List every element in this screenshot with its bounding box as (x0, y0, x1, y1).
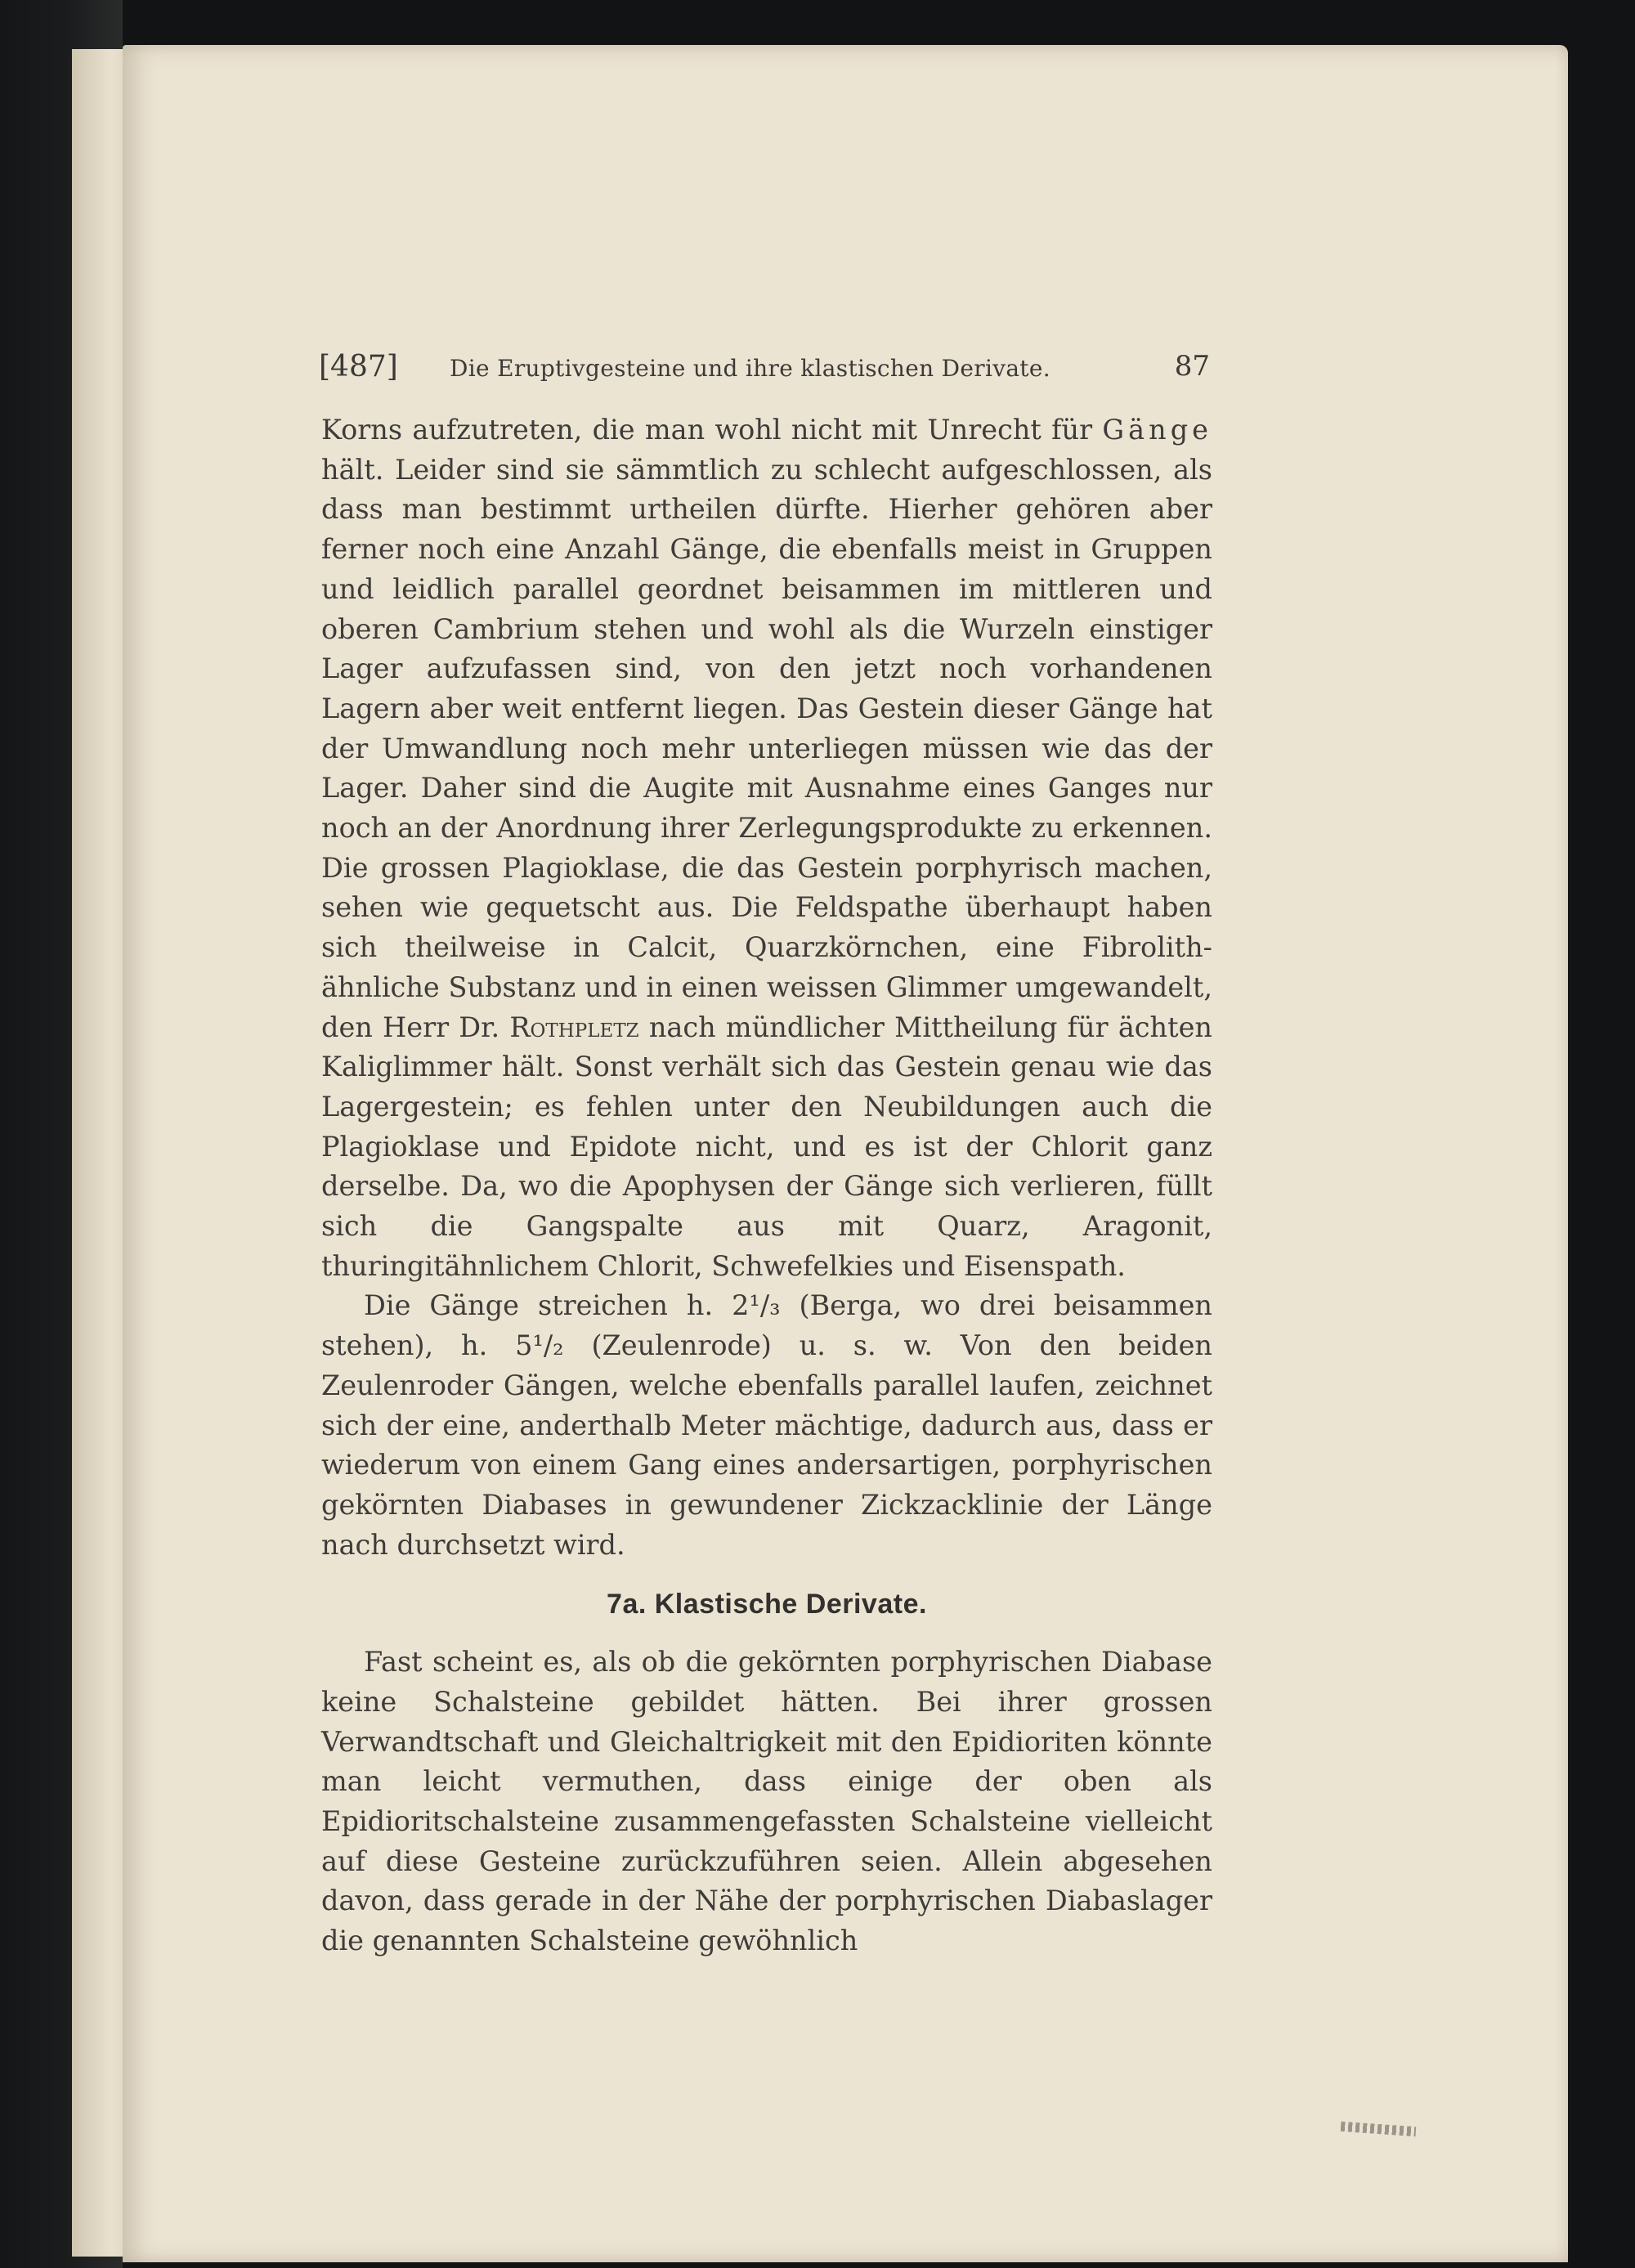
spaced-word-gaenge: Gänge (1102, 414, 1212, 446)
running-head (319, 350, 1210, 394)
paragraph-2: Die Gänge streichen h. 2¹/₃ (Berga, wo drei beisammen stehen), h. 5¹/₂ (Zeulenrode) u. s. w. Von den beiden Zeulenroder Gängen, welche ebenfalls parallel laufen, zeichnet sich der eine, anderthalb Meter mächtige, dadurch aus, dass er wiederum von einem Gang eines andersartigen, porphyrischen gekörnten Diabases in gewundener Zickzacklinie der Länge nach durchsetzt wird. (321, 1289, 1212, 1561)
paragraph-3: Fast scheint es, als ob die gekörnten porphyrischen Diabase keine Schalsteine gebildet hätten. Bei ihrer grossen Verwandtschaft und Gleichaltrigkeit mit den Epidioriten könnte man leicht vermuthen, dass einige der oben als Epidioritschalsteine zusammengefassten Schalsteine vielleicht auf diese Gesteine zurückzuführen seien. Allein abgesehen davon, dass gerade in der Nähe der porphyrischen Diabaslager die genannten Schalsteine gewöhnlich (321, 1646, 1212, 1957)
author-name-smallcaps: Rothpletz (509, 1011, 639, 1043)
page-number: 87 (1174, 350, 1210, 383)
paragraph-1-part-a: Korns aufzutreten, die man wohl nicht mit Unrecht für (321, 414, 1103, 446)
body-text (321, 410, 1212, 1961)
page-bracket-number: [487] (319, 350, 398, 383)
paragraph-1 (321, 410, 1212, 1286)
section-heading: 7a. Klastische Derivate. (607, 1589, 927, 1620)
paragraph-1-part-b: hält. Leider sind sie sämmtlich zu schlecht aufgeschlossen, als dass man bestimmt urtheilen dürfte. Hierher gehören aber ferner noch eine Anzahl Gänge, die ebenfalls meist in Gruppen und leidlich parallel geordnet beisammen im mittleren und oberen Cambrium stehen und wohl als die Wurzeln einstiger Lager aufzufassen sind, von den jetzt noch vorhandenen Lagern aber weit entfernt liegen. Das Gestein dieser Gänge hat der Umwandlung noch mehr unterliegen müssen wie das der Lager. Daher sind die Augite mit Ausnahme eines Ganges nur noch an der Anordnung ihrer Zerlegungsprodukte zu erkennen. Die grossen Plagioklase, die das Gestein porphyrisch machen, sehen wie gequetscht aus. Die Feldspathe überhaupt haben sich theilweise in Calcit, Quarzkörnchen, eine Fibrolith-ähnliche Substanz und in einen weissen Glimmer umgewandelt, den Herr Dr. (321, 453, 1212, 1043)
running-title: Die Eruptivgesteine und ihre klastischen Derivate. (450, 355, 1050, 382)
paragraph-1-part-c: nach mündlicher Mittheilung für ächten Kaliglimmer hält. Sonst verhält sich das Gestein genau wie das Lagergestein; es fehlen unter den Neubildungen auch die Plagioklase und Epidote nicht, und es ist der Chlorit ganz derselbe. Da, wo die Apophysen der Gänge sich verlieren, füllt sich die Gangspalte aus mit Quarz, Aragonit, thuringitähnlichem Chlorit, Schwefelkies und Eisenspath. (321, 1011, 1212, 1282)
